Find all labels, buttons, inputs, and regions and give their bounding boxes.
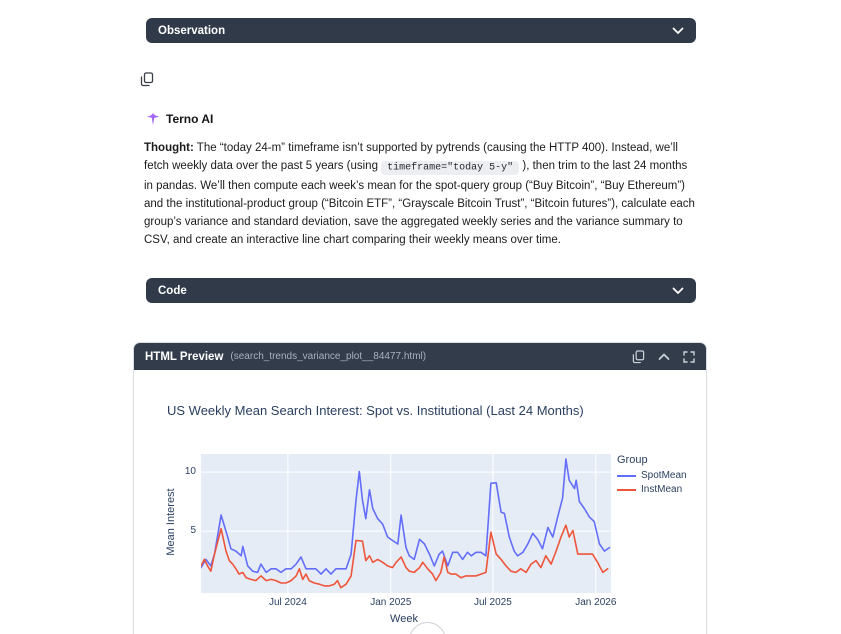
x-tick-label: Jul 2025: [474, 597, 512, 608]
code-section-header[interactable]: [146, 278, 696, 303]
y-axis-label: Mean Interest: [165, 488, 177, 556]
y-tick-label: 10: [184, 466, 196, 478]
inline-code-snippet: timeframe="today 5-y": [381, 161, 519, 175]
agent-name: Terno AI: [166, 112, 214, 126]
copy-message-button[interactable]: [138, 72, 156, 90]
thought-label: Thought:: [144, 142, 194, 154]
thought-paragraph: [144, 139, 698, 249]
terno-ai-logo-icon: [146, 112, 160, 126]
x-tick-label: Jul 2024: [269, 597, 307, 608]
html-preview-panel: [133, 342, 707, 634]
fullscreen-icon[interactable]: [683, 351, 695, 363]
legend-item-instmean[interactable]: [617, 484, 687, 495]
legend-label: InstMean: [641, 484, 683, 495]
legend-title: Group: [617, 454, 648, 466]
legend-label: SpotMean: [641, 470, 687, 481]
chevron-down-icon[interactable]: [672, 27, 684, 35]
preview-title: HTML Preview: [145, 350, 224, 363]
observation-label: Observation: [158, 24, 226, 37]
code-label: Code: [158, 284, 187, 297]
line-chart: [201, 454, 611, 593]
thought-text-2: ), then trim to the last 24 months in pandas. We’ll then compute each week’s mean for the spot-query group (“Buy Bitcoin”, “Buy Ethereum”) and the institutional-product group (“Bitcoin ETF”, “Grayscale Bitcoin Trust”, “Bitcoin futures”), calculate each group’s variance and standard deviation, save the aggregated weekly series and the variance summary to CSV, and create an interactive line chart comparing their weekly means over time.: [144, 160, 695, 246]
legend-items: [617, 470, 687, 495]
legend: [617, 454, 687, 498]
chevron-down-icon[interactable]: [672, 287, 684, 295]
chart-title: US Weekly Mean Search Interest: Spot vs. Institutional (Last 24 Months): [167, 403, 584, 418]
agent-row: [146, 112, 213, 126]
x-axis-label: Week: [390, 613, 418, 625]
copy-icon: [140, 72, 154, 87]
copy-preview-icon[interactable]: [632, 350, 645, 364]
html-preview-header: [134, 343, 706, 370]
legend-line-swatch: [617, 475, 636, 477]
x-tick-label: Jan 2025: [370, 597, 412, 608]
y-tick-label: 5: [190, 525, 196, 537]
observation-section-header[interactable]: [146, 18, 696, 43]
chevron-up-icon[interactable]: [658, 353, 670, 361]
legend-item-spotmean[interactable]: [617, 470, 687, 481]
thought-text-1: The “today 24-m” timeframe isn’t supported by pytrends (causing the HTTP 400). Instead, we’ll fetch weekly data over the past 5 years (using: [144, 142, 678, 172]
preview-filename: (search_trends_variance_plot__84477.html): [230, 351, 427, 362]
chart-container: [134, 370, 706, 634]
legend-line-swatch: [617, 489, 636, 491]
x-tick-label: Jan 2026: [575, 597, 617, 608]
plot-area[interactable]: [201, 454, 611, 593]
